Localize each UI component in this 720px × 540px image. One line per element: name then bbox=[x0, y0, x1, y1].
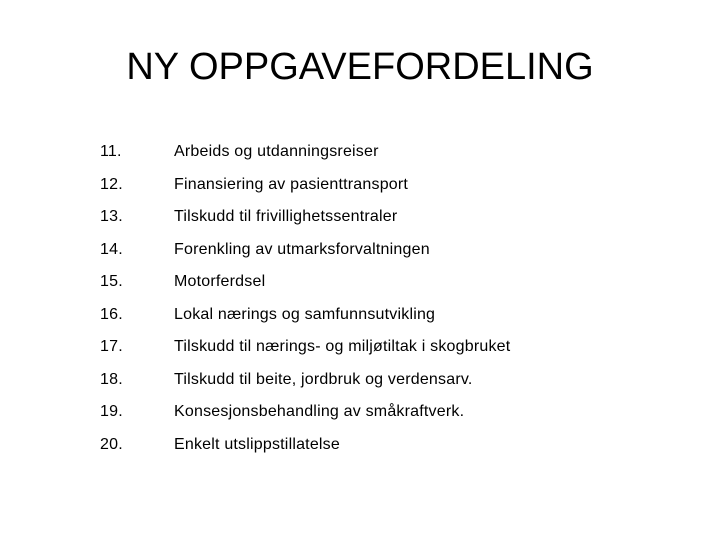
item-text: Tilskudd til nærings- og miljøtiltak i skogbruket bbox=[174, 338, 511, 356]
list-item bbox=[100, 266, 680, 299]
item-text: Lokal nærings og samfunnsutvikling bbox=[174, 305, 436, 323]
item-text: Forenkling av utmarksforvaltningen bbox=[174, 240, 430, 258]
item-number: 18. bbox=[100, 370, 123, 388]
list-item bbox=[100, 396, 680, 429]
item-text: Konsesjonsbehandling av småkraftverk. bbox=[174, 403, 465, 421]
list-item bbox=[100, 169, 680, 202]
item-number: 16. bbox=[100, 305, 123, 323]
item-text: Finansiering av pasienttransport bbox=[174, 175, 409, 193]
item-text: Tilskudd til beite, jordbruk og verdensarv. bbox=[174, 370, 473, 388]
list-item bbox=[100, 364, 680, 397]
item-number: 12. bbox=[100, 175, 123, 193]
item-number: 15. bbox=[100, 273, 123, 291]
list-item bbox=[100, 299, 680, 332]
list-item bbox=[100, 331, 680, 364]
slide-title: NY OPPGAVEFORDELING bbox=[126, 46, 594, 88]
item-number: 17. bbox=[100, 338, 123, 356]
list-item bbox=[100, 234, 680, 267]
item-number: 11. bbox=[100, 143, 122, 161]
item-number: 14. bbox=[100, 240, 123, 258]
task-list bbox=[100, 136, 680, 461]
item-text: Motorferdsel bbox=[174, 273, 266, 291]
item-text: Enkelt utslippstillatelse bbox=[174, 435, 340, 453]
item-text: Arbeids og utdanningsreiser bbox=[174, 143, 379, 161]
item-number: 13. bbox=[100, 208, 123, 226]
list-item bbox=[100, 429, 680, 462]
item-number: 20. bbox=[100, 435, 123, 453]
item-text: Tilskudd til frivillighetssentraler bbox=[174, 208, 398, 226]
list-item bbox=[100, 201, 680, 234]
item-number: 19. bbox=[100, 403, 123, 421]
list-item bbox=[100, 136, 680, 169]
